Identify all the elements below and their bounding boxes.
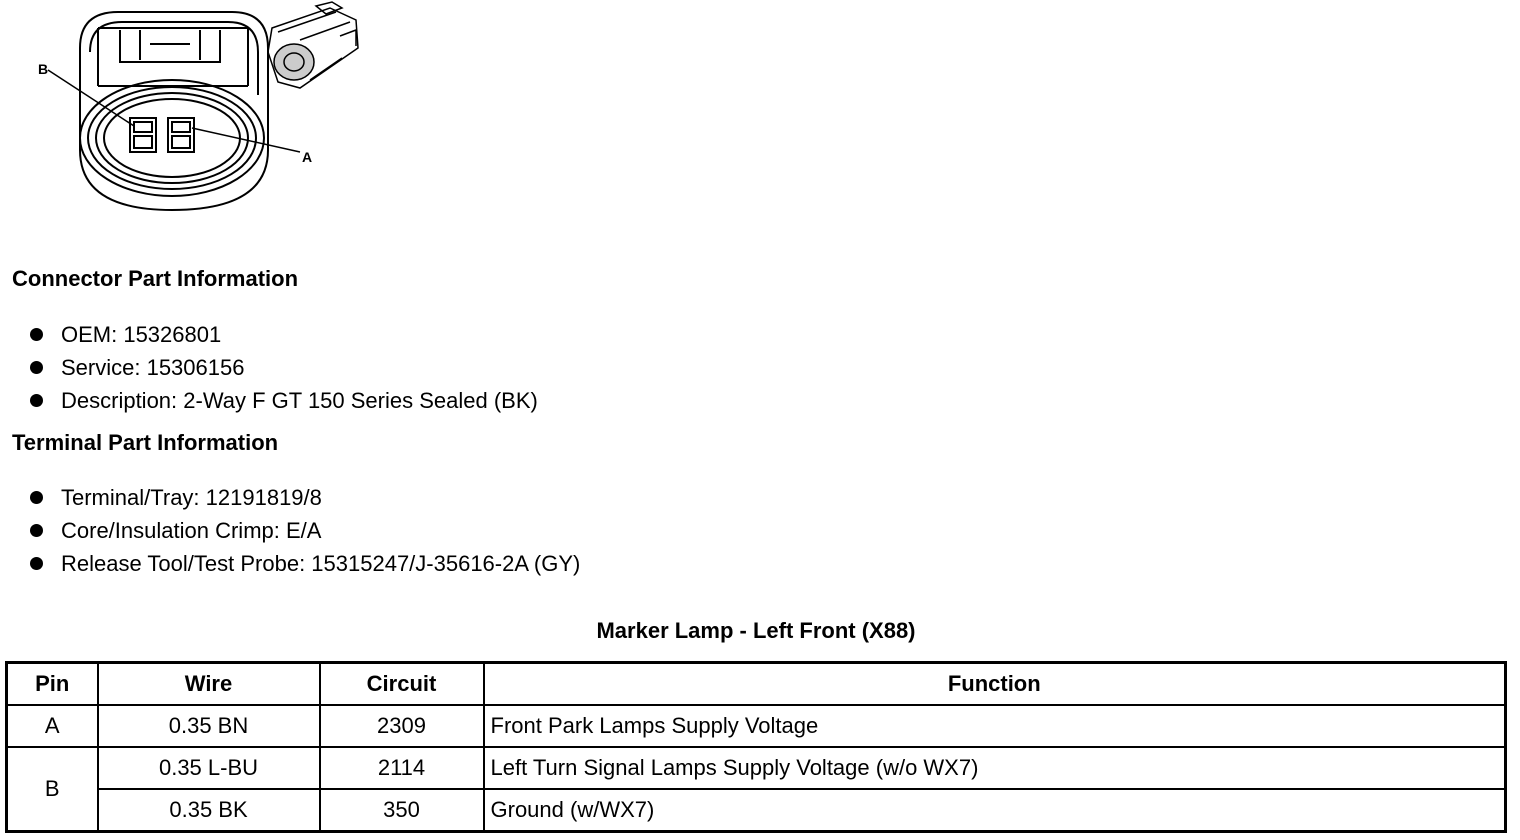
bullet-icon — [30, 361, 43, 374]
terminal-part-heading: Terminal Part Information — [12, 430, 279, 455]
cell-circuit: 2309 — [320, 705, 484, 747]
cell-pin: B — [7, 747, 98, 832]
cell-wire: 0.35 L-BU — [98, 747, 320, 789]
bullet-icon — [30, 491, 43, 504]
connector-part-list — [30, 318, 538, 417]
table-row — [7, 705, 1506, 747]
list-item: Core/Insulation Crimp: E/A — [30, 514, 580, 547]
pinout-table — [5, 661, 1507, 833]
cell-circuit: 2114 — [320, 747, 484, 789]
cell-function: Ground (w/WX7) — [484, 789, 1506, 832]
list-item: OEM: 15326801 — [30, 318, 538, 351]
cell-pin: A — [7, 705, 98, 747]
connector-3d-view — [268, 2, 358, 88]
cell-function: Front Park Lamps Supply Voltage — [484, 705, 1506, 747]
header-circuit: Circuit — [320, 663, 484, 706]
cell-function: Left Turn Signal Lamps Supply Voltage (w/o WX7) — [484, 747, 1506, 789]
label-a: A — [302, 149, 313, 165]
bullet-icon — [30, 328, 43, 341]
label-b: B — [38, 61, 49, 77]
cell-wire: 0.35 BN — [98, 705, 320, 747]
header-wire: Wire — [98, 663, 320, 706]
connector-diagram — [0, 0, 380, 230]
terminal-part-list — [30, 481, 580, 580]
connector-part-heading: Connector Part Information — [12, 266, 299, 291]
table-row — [7, 747, 1506, 789]
bullet-icon — [30, 394, 43, 407]
list-item: Service: 15306156 — [30, 351, 538, 384]
header-function: Function — [484, 663, 1506, 706]
list-item: Terminal/Tray: 12191819/8 — [30, 481, 580, 514]
list-item: Release Tool/Test Probe: 15315247/J-35616-2A (GY) — [30, 547, 580, 580]
list-item: Description: 2-Way F GT 150 Series Sealed (BK) — [30, 384, 538, 417]
table-title: Marker Lamp - Left Front (X88) — [596, 618, 916, 643]
bullet-icon — [30, 524, 43, 537]
cell-wire: 0.35 BK — [98, 789, 320, 832]
table-header-row — [7, 663, 1506, 706]
bullet-icon — [30, 557, 43, 570]
cell-circuit: 350 — [320, 789, 484, 832]
table-row — [7, 789, 1506, 832]
header-pin: Pin — [7, 663, 98, 706]
